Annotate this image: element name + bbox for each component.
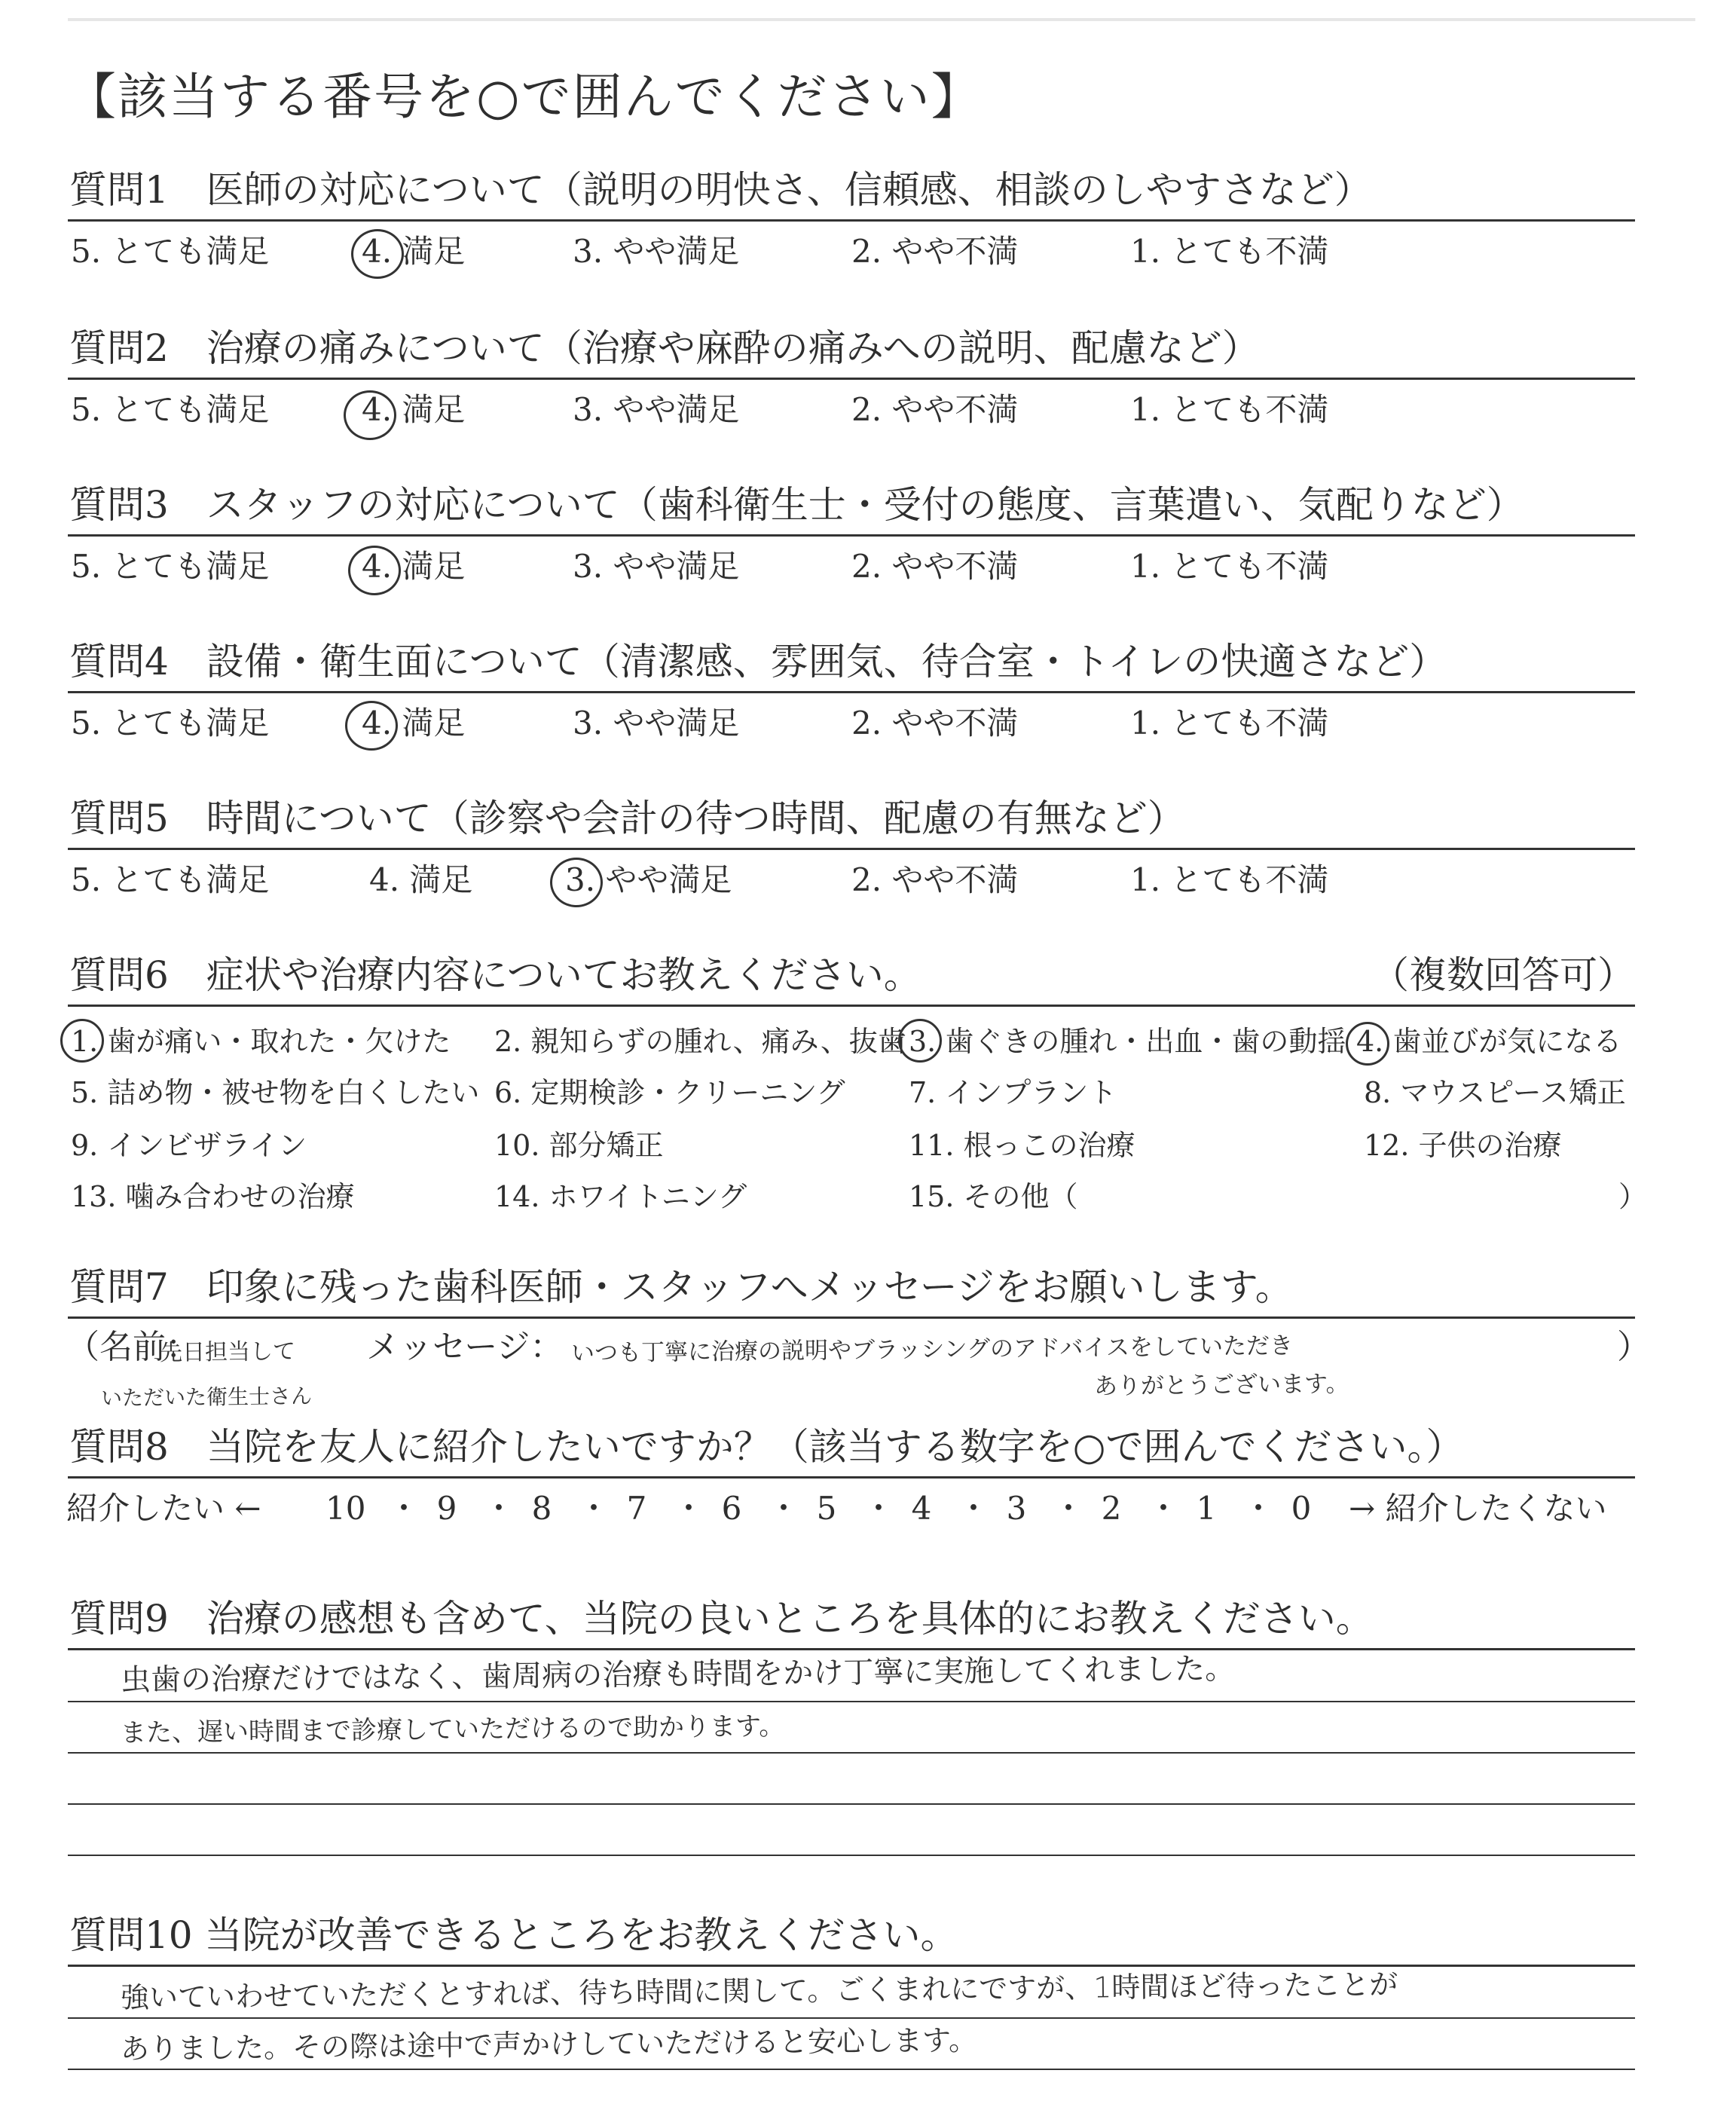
q7-name-handwriting-1: 先日担当して [159, 1338, 296, 1366]
question-10-title: 質問10 当院が改善できるところをお教えください。 [69, 1913, 958, 1957]
q8-number-8[interactable]: 8 [531, 1490, 552, 1527]
q1-option-4[interactable]: 4. 満足 [362, 233, 466, 270]
q6-option-11[interactable]: 11. 根っこの治療 [909, 1129, 1135, 1162]
q4-option-1[interactable]: 1. とても不満 [1130, 705, 1329, 742]
q6-option-10[interactable]: 10. 部分矯正 [494, 1129, 664, 1162]
q7-message-handwriting-1: いつも丁寧に治療の説明やブラッシングのアドバイスをしていただき [570, 1332, 1294, 1367]
q8-number-2[interactable]: 2 [1101, 1490, 1122, 1527]
q10-answer-line-2: ありました。その際は途中で声かけしていただけると安心します。 [120, 2023, 978, 2066]
q9-answer-line-2: また、遅い時間まで診療していただけるので助かります。 [120, 1711, 785, 1748]
q8-number-4[interactable]: 4 [911, 1490, 932, 1527]
q9-answer-rule-3 [68, 1803, 1635, 1805]
q6-option-12[interactable]: 12. 子供の治療 [1364, 1129, 1562, 1162]
q7-close-paren: ） [1617, 1328, 1650, 1366]
q8-number-9[interactable]: 9 [436, 1490, 457, 1527]
q8-right-label: → 紹介したくない [1349, 1490, 1607, 1527]
q5-option-2[interactable]: 2. やや不満 [851, 861, 1019, 898]
question-6-multi-note: （複数回答可） [1371, 953, 1635, 997]
question-4-title: 質問4 設備・衛生面について（清潔感、雰囲気、待合室・トイレの快適さなど） [69, 640, 1447, 683]
q8-separator: ・ [578, 1490, 610, 1527]
q4-option-2[interactable]: 2. やや不満 [851, 705, 1019, 742]
q7-message-handwriting-2: ありがとうございます。 [1093, 1370, 1349, 1400]
q8-separator: ・ [1053, 1490, 1085, 1527]
q6-option-8[interactable]: 8. マウスピース矯正 [1364, 1076, 1626, 1109]
q5-option-4[interactable]: 4. 満足 [369, 861, 473, 898]
q6-selected-circle-4 [1346, 1022, 1389, 1066]
q2-option-5[interactable]: 5. とても満足 [71, 391, 270, 428]
q6-option-7[interactable]: 7. インプラント [909, 1076, 1117, 1109]
q5-selected-circle [550, 858, 603, 907]
q4-option-5[interactable]: 5. とても満足 [71, 705, 270, 742]
q1-option-3[interactable]: 3. やや満足 [573, 233, 740, 270]
question-5-rule [68, 848, 1635, 850]
q5-option-3[interactable]: 3. やや満足 [565, 861, 732, 898]
question-9-title: 質問9 治療の感想も含めて、当院の良いところを具体的にお教えください。 [69, 1597, 1374, 1641]
question-5-title: 質問5 時間について（診察や会計の待つ時間、配慮の有無など） [69, 797, 1185, 840]
q6-other-close-paren: ） [1618, 1180, 1648, 1213]
q7-message-label: メッセージ： [366, 1328, 564, 1366]
q7-name-label: （名前： [66, 1328, 199, 1366]
question-6-rule [68, 1005, 1635, 1007]
q3-option-5[interactable]: 5. とても満足 [71, 548, 270, 585]
question-1-rule [68, 219, 1635, 222]
question-2-title: 質問2 治療の痛みについて（治療や麻酔の痛みへの説明、配慮など） [69, 326, 1260, 370]
q6-option-4[interactable]: 4. 歯並びが気になる [1356, 1025, 1622, 1058]
q6-option-9[interactable]: 9. インビザライン [71, 1129, 307, 1162]
q3-selected-circle [348, 546, 401, 595]
q6-option-14[interactable]: 14. ホワイトニング [494, 1180, 747, 1213]
q8-separator: ・ [1242, 1490, 1275, 1527]
page-heading: 【該当する番号を○で囲んでください】 [66, 68, 983, 126]
question-3-rule [68, 534, 1635, 537]
q8-number-3[interactable]: 3 [1006, 1490, 1027, 1527]
question-4-rule [68, 691, 1635, 693]
q6-option-3[interactable]: 3. 歯ぐきの腫れ・出血・歯の動揺 [909, 1025, 1346, 1058]
q10-answer-line-1: 強いていわせていただくとすれば、待ち時間に関して。ごくまれにですが、1時間ほど待ったことが [120, 1968, 1398, 2014]
q9-answer-rule-1 [68, 1701, 1635, 1702]
top-border [68, 18, 1695, 21]
q7-name-handwriting-2: いただいた衛生士さん [100, 1384, 313, 1411]
q8-separator: ・ [483, 1490, 515, 1527]
question-8-title: 質問8 当院を友人に紹介したいですか？（該当する数字を○で囲んでください。） [69, 1425, 1464, 1469]
q6-option-1[interactable]: 1. 歯が痛い・取れた・欠けた [71, 1025, 451, 1058]
q3-option-2[interactable]: 2. やや不満 [851, 548, 1019, 585]
q8-left-label: 紹介したい ← [66, 1490, 261, 1527]
q1-option-5[interactable]: 5. とても満足 [71, 233, 270, 270]
q4-option-3[interactable]: 3. やや満足 [573, 705, 740, 742]
question-7-title: 質問7 印象に残った歯科医師・スタッフへメッセージをお願いします。 [69, 1265, 1293, 1309]
question-1-title: 質問1 医師の対応について（説明の明快さ、信頼感、相談のしやすさなど） [69, 168, 1372, 212]
q3-option-1[interactable]: 1. とても不満 [1130, 548, 1329, 585]
q6-option-2[interactable]: 2. 親知らずの腫れ、痛み、抜歯 [494, 1025, 906, 1058]
q5-option-5[interactable]: 5. とても満足 [71, 861, 270, 898]
q3-option-4[interactable]: 4. 満足 [362, 548, 466, 585]
q8-separator: ・ [1148, 1490, 1180, 1527]
q8-separator: ・ [958, 1490, 990, 1527]
q1-option-2[interactable]: 2. やや不満 [851, 233, 1019, 270]
question-6-title: 質問6 症状や治療内容についてお教えください。 [69, 953, 921, 997]
q6-selected-circle-3 [898, 1019, 942, 1063]
q5-option-1[interactable]: 1. とても不満 [1130, 861, 1329, 898]
question-3-title: 質問3 スタッフの対応について（歯科衛生士・受付の態度、言葉遣い、気配りなど） [69, 483, 1524, 527]
question-7-rule [68, 1316, 1635, 1319]
q8-separator: ・ [388, 1490, 420, 1527]
q8-number-7[interactable]: 7 [626, 1490, 647, 1527]
q8-number-6[interactable]: 6 [721, 1490, 742, 1527]
q8-number-1[interactable]: 1 [1196, 1490, 1217, 1527]
q8-number-10[interactable]: 10 [326, 1490, 366, 1527]
q10-answer-rule-2 [68, 2069, 1635, 2070]
q8-number-5[interactable]: 5 [816, 1490, 837, 1527]
q8-number-0[interactable]: 0 [1291, 1490, 1312, 1527]
q8-separator: ・ [863, 1490, 895, 1527]
q6-option-15[interactable]: 15. その他（ [909, 1180, 1078, 1213]
q2-selected-circle [344, 390, 396, 440]
q4-selected-circle [345, 701, 398, 751]
q9-answer-rule-4 [68, 1855, 1635, 1856]
q8-separator: ・ [673, 1490, 705, 1527]
q8-separator: ・ [768, 1490, 800, 1527]
q2-option-1[interactable]: 1. とても不満 [1130, 391, 1329, 428]
q2-option-2[interactable]: 2. やや不満 [851, 391, 1019, 428]
q2-option-4[interactable]: 4. 満足 [362, 391, 466, 428]
q2-option-3[interactable]: 3. やや満足 [573, 391, 740, 428]
q6-option-6[interactable]: 6. 定期検診・クリーニング [494, 1076, 845, 1109]
q6-option-5[interactable]: 5. 詰め物・被せ物を白くしたい [71, 1076, 480, 1109]
q1-option-1[interactable]: 1. とても不満 [1130, 233, 1329, 270]
q6-selected-circle-1 [60, 1019, 104, 1063]
q4-option-4[interactable]: 4. 満足 [362, 705, 466, 742]
question-2-rule [68, 378, 1635, 380]
question-8-rule [68, 1476, 1635, 1479]
q9-answer-rule-2 [68, 1752, 1635, 1754]
q3-option-3[interactable]: 3. やや満足 [573, 548, 740, 585]
q9-answer-line-1: 虫歯の治療だけではなく、歯周病の治療も時間をかけ丁寧に実施してくれました。 [120, 1651, 1236, 1698]
q6-option-13[interactable]: 13. 噛み合わせの治療 [71, 1180, 355, 1213]
q1-selected-circle [351, 229, 404, 279]
